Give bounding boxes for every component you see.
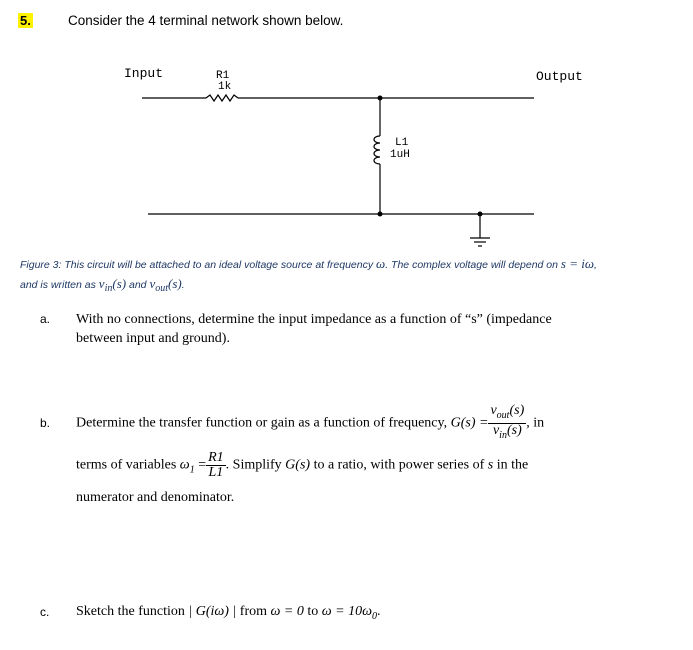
part-b-text-4: . Simplify [225,457,286,473]
frac-num-sub: out [496,409,510,421]
caption-vin-arg: (s) [112,276,127,291]
caption-omega: ω [376,256,386,271]
resistor-symbol [206,95,238,101]
frac-den-arg: (s) [506,422,522,438]
part-b-text-5: to a ratio, with power series of [310,457,488,473]
caption-vout-sub: out [155,283,168,295]
inductor-value: 1uH [390,149,410,161]
input-label: Input [124,66,164,81]
part-b-omega1-sub: 1 [189,464,195,476]
part-b-eq: = [194,457,207,473]
caption-vout: v [149,276,156,291]
part-b-gs: G(s) [285,457,311,473]
part-b-text-6: in the [493,457,529,473]
caption-text-3: and is written as [20,279,99,291]
frac-num-v: v [490,403,497,418]
part-a-line1: With no connections, determine the input impedance as a function of “s” (impedance [76,312,552,327]
part-b-text-2: , in [526,415,545,431]
part-a-text [76,310,676,348]
part-b-line1 [76,404,686,443]
caption-and: and [126,279,150,291]
figure-caption-line1 [20,256,597,272]
part-c-from: from [236,604,271,619]
resistor-value: 1k [218,81,232,93]
frac-den-v: v [492,422,500,438]
caption-line1-end: , [594,259,597,271]
part-b-text-1: Determine the transfer function or gain as a function of frequency, [76,415,451,431]
part-c-text [76,602,380,626]
part-c-w-end-sub: 0 [371,610,377,622]
part-c-w0: ω = 0 [270,604,304,619]
caption-text-2: . The complex voltage will depend on [385,259,561,271]
part-c-pre: Sketch the function [76,604,189,619]
part-b-text-3: terms of variables [76,457,180,473]
question-number: 5. [20,13,31,28]
caption-line2-end: . [181,279,185,291]
circuit-diagram [0,0,693,260]
part-c-end: . [376,604,381,619]
bottom-node [378,212,383,217]
part-b-omega-fraction [206,451,226,480]
resistor-name: R1 [216,70,230,82]
frac-den-sub: in [499,429,507,441]
part-c-label: c. [40,605,50,619]
part-b-s: s [487,457,494,473]
omega-frac-num: R1 [208,450,224,465]
part-b-line3: numerator and denominator. [76,490,235,505]
part-b-omega1: ω [179,457,190,473]
omega-frac-den: L1 [208,465,224,480]
caption-text-1: Figure 3: This circuit will be attached to an ideal voltage source at frequency [20,259,377,271]
part-b-label: b. [40,416,51,430]
question-title: Consider the 4 terminal network shown below. [68,13,344,28]
part-a-label: a. [40,312,51,326]
part-c-to: to [303,604,322,619]
caption-vout-arg: (s) [168,276,182,291]
part-c-w-end: ω = 10ω [321,604,372,619]
output-label: Output [536,69,583,84]
ground-icon [470,238,490,246]
part-c-abs-g: | G(iω) | [188,604,237,619]
figure-caption-line2 [20,276,185,294]
frac-num-arg: (s) [509,403,525,418]
caption-vin-sub: in [104,283,113,295]
part-b-line2 [76,451,686,480]
part-a-line2: between input and ground). [76,331,230,346]
inductor-name: L1 [395,137,409,149]
caption-vin: v [98,276,105,291]
part-b-g-expr: G(s) = [450,415,489,431]
caption-s-eq: s = iω [560,256,595,271]
inductor-symbol [374,136,380,164]
part-b-transfer-fraction [488,404,526,443]
